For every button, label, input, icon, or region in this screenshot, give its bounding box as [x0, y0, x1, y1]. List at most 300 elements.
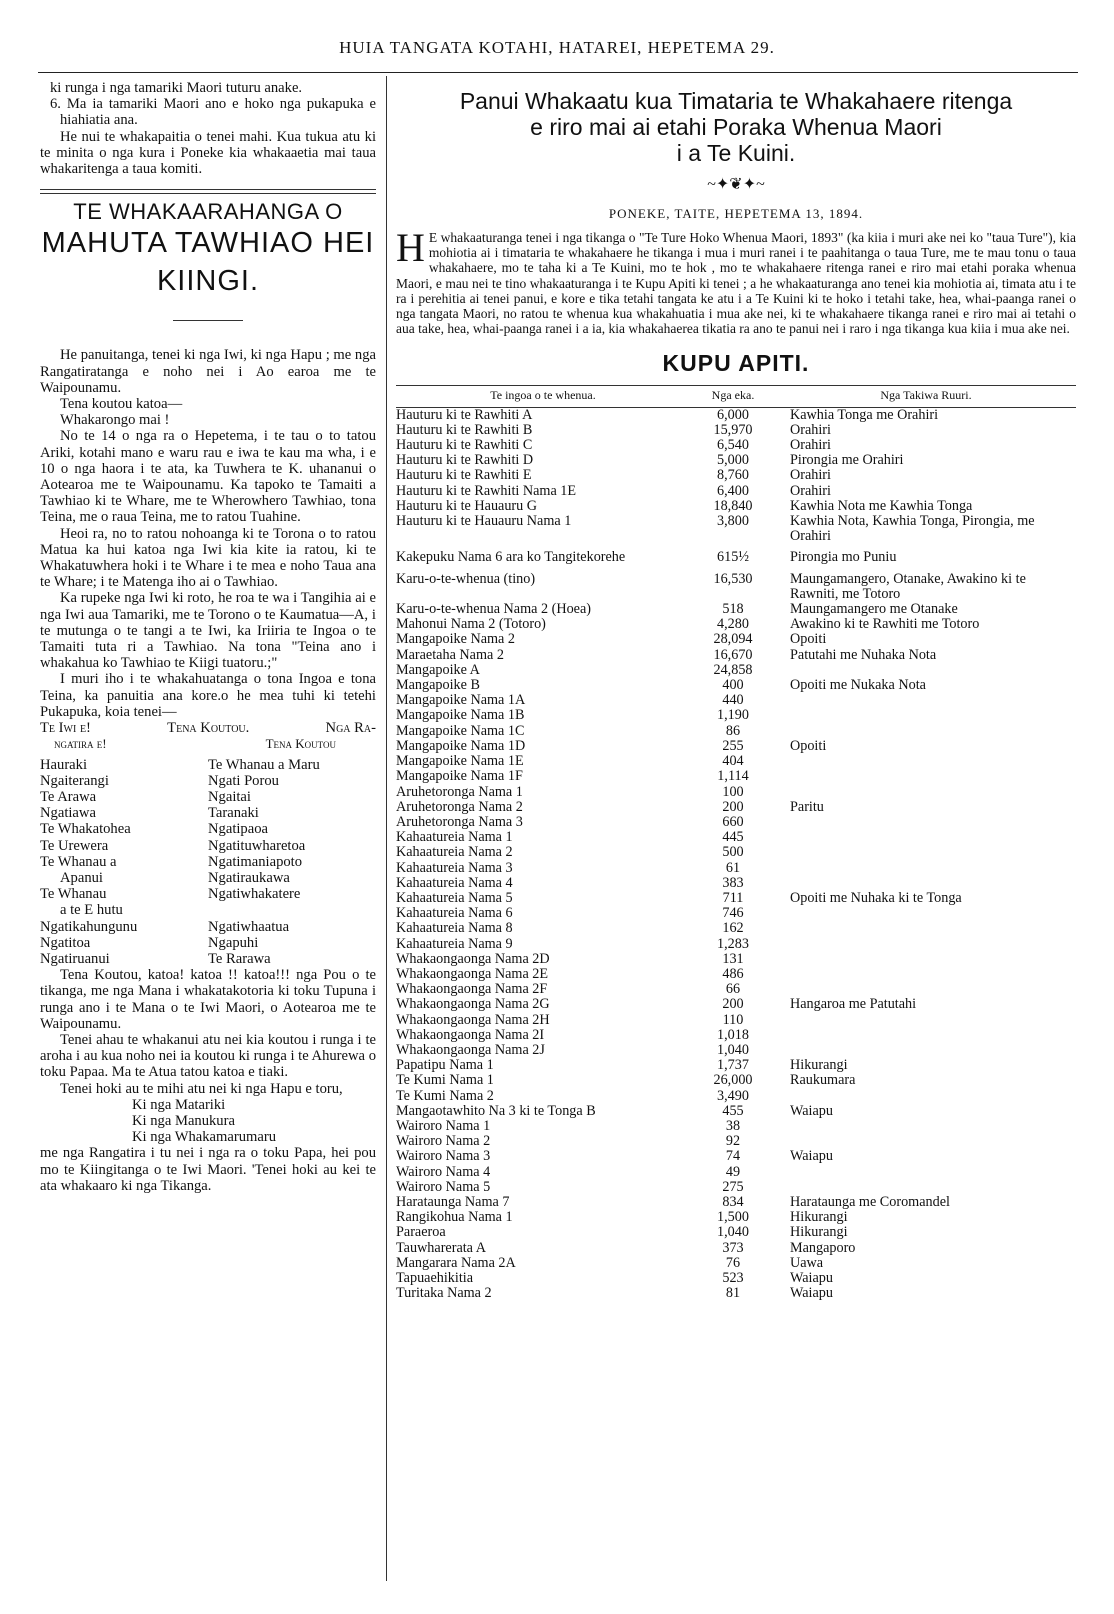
land-name-cell: Whakaongaonga Nama 2F [396, 981, 548, 998]
district-cell [776, 830, 1076, 845]
table-row [396, 815, 1076, 830]
tribe-name: Te Whanau a Maru [208, 756, 320, 773]
table-row [396, 937, 1076, 952]
district-cell [776, 1043, 1076, 1058]
land-name-cell: Wairoro Nama 4 [396, 1163, 491, 1180]
table-row [396, 906, 1076, 921]
tribe-name: Ngaitai [208, 788, 251, 805]
district-cell: Opoiti me Nukaka Nota [790, 677, 926, 694]
land-name-cell: Maraetaha Nama 2 [396, 646, 504, 663]
acres-cell: 660 [722, 813, 744, 830]
district-cell [776, 1013, 1076, 1028]
land-name-cell: Kahaatureia Nama 9 [396, 935, 513, 952]
district-cell: Waiapu [790, 1270, 833, 1286]
acres-cell: 486 [722, 965, 744, 982]
acres-cell: 76 [725, 1254, 741, 1271]
acres-cell: 834 [722, 1193, 744, 1210]
table-row [396, 1180, 1076, 1195]
paragraph: ki runga i nga tamariki Maori tuturu anake. [50, 80, 303, 96]
ornament-divider: ~✦❦✦~ [707, 176, 765, 193]
table-row [396, 663, 1076, 678]
table-row [396, 921, 1076, 936]
district-cell: Opoiti [790, 737, 827, 754]
district-cell: Waiapu [790, 1285, 833, 1302]
acres-cell: 6,400 [717, 482, 749, 499]
title-line: Panui Whakaatu kua Timataria te Whakahaere ritenga [459, 88, 1013, 114]
table-row [396, 484, 1076, 499]
land-name-cell: Hauturu ki te Rawhiti E [396, 467, 532, 484]
table-row [396, 845, 1076, 860]
acres-cell: 746 [722, 905, 744, 922]
district-cell: Kawhia Nota me Kawhia Tonga [790, 497, 973, 514]
acres-cell: 1,500 [717, 1209, 749, 1226]
acres-cell: 6,540 [717, 437, 749, 454]
land-name-cell: Whakaongaonga Nama 2D [396, 950, 550, 967]
table-row [396, 769, 1076, 784]
heading-line-3: KIINGI. [156, 265, 260, 298]
tribe-name: Ngaiterangi [40, 772, 109, 789]
land-name-cell: Kahaatureia Nama 5 [396, 889, 513, 906]
table-row [396, 648, 1076, 663]
district-cell [776, 1180, 1076, 1195]
heading-line-2: MAHUTA TAWHIAO HEI [41, 227, 375, 260]
land-name-cell: Whakaongaonga Nama 2E [396, 965, 549, 982]
land-name-cell: Hauturu ki te Rawhiti B [396, 421, 533, 438]
acres-cell: 24,858 [713, 661, 753, 678]
table-row [396, 407, 1076, 423]
poem-line: Ki nga Whakamarumaru [132, 1129, 276, 1146]
land-name-cell: Whakaongaonga Nama 2J [396, 1041, 545, 1058]
acres-cell: 1,040 [717, 1224, 749, 1241]
tribe-name: Te Whanau a [40, 853, 117, 870]
district-cell: Pirongia me Orahiri [790, 452, 904, 469]
acres-cell: 445 [722, 829, 744, 846]
land-name-cell: Mangapoike Nama 2 [396, 631, 515, 648]
district-cell: Paritu [790, 798, 824, 815]
poem-line: Ki nga Manukura [132, 1112, 235, 1129]
district-cell: Kawhia Tonga me Orahiri [790, 406, 939, 423]
acres-cell: 4,280 [717, 616, 749, 633]
table-row [396, 861, 1076, 876]
land-name-cell: Hauturu ki te Rawhiti Nama 1E [396, 482, 577, 499]
salutation-line-1 [40, 720, 376, 736]
tribe-name: Te Urewera [40, 837, 109, 854]
district-cell: Waiapu [790, 1102, 833, 1119]
salutation-part: Te Iwi e! [40, 720, 91, 737]
tribe-name: Te Whakatohea [40, 821, 131, 838]
table-row [396, 982, 1076, 997]
acres-cell: 28,094 [713, 631, 753, 648]
tribe-name: Ngatiwhaatua [208, 918, 290, 935]
district-cell: Hikurangi [790, 1209, 848, 1226]
paragraph: He panuitanga, tenei ki nga Iwi, ki nga Hapu ; me nga Rangatiratanga e noho nei i Ao earoa me te Waipounamu. [40, 347, 376, 396]
land-name-cell: Karu-o-te-whenua Nama 2 (Hoea) [396, 601, 591, 618]
table-row [396, 724, 1076, 739]
tribe-name: Ngatiwhakatere [208, 886, 301, 903]
acres-cell: 1,190 [717, 707, 749, 724]
district-cell: Orahiri [790, 467, 831, 484]
district-cell: Maungamangero me Otanake [790, 601, 958, 618]
table-row [396, 602, 1076, 617]
table-row [396, 1241, 1076, 1256]
district-cell [776, 906, 1076, 921]
acres-cell: 500 [722, 844, 744, 861]
acres-cell: 200 [722, 798, 744, 815]
table-row [396, 1058, 1076, 1073]
land-name-cell: Hauturu ki te Hauauru Nama 1 [396, 513, 572, 530]
drop-cap: H [396, 225, 425, 270]
tribe-name: Te Arawa [40, 788, 97, 805]
district-cell [776, 1028, 1076, 1043]
district-cell [776, 937, 1076, 952]
table-row [396, 1089, 1076, 1104]
left-column [40, 80, 376, 1194]
district-cell: Hikurangi [790, 1224, 848, 1241]
land-name-cell: Kahaatureia Nama 1 [396, 829, 513, 846]
table-row [396, 952, 1076, 967]
section-rule [173, 320, 243, 321]
tribe-name: Ngatikahungunu [40, 918, 138, 935]
acres-cell: 523 [722, 1270, 744, 1286]
table-row [396, 423, 1076, 438]
land-name-cell: Hauturu ki te Hauauru G [396, 497, 538, 514]
acres-cell: 1,040 [717, 1041, 749, 1058]
acres-cell: 15,970 [713, 421, 753, 438]
district-cell [776, 815, 1076, 830]
district-cell: Kawhia Nota, Kawhia Tonga, Pirongia, me Orahiri [790, 513, 1035, 545]
land-name-cell: Mangapoike Nama 1F [396, 768, 523, 785]
acres-cell: 711 [722, 889, 744, 906]
table-row [396, 1028, 1076, 1043]
acres-cell: 255 [722, 737, 744, 754]
land-name-cell: Whakaongaonga Nama 2I [396, 1026, 545, 1043]
table-row [396, 1119, 1076, 1134]
poem [40, 1097, 376, 1146]
acres-cell: 3,490 [717, 1087, 749, 1104]
land-name-cell: Karu-o-te-whenua (tino) [396, 570, 536, 587]
land-name-cell: Tauwharerata A [396, 1239, 486, 1256]
district-cell [776, 861, 1076, 876]
district-cell [776, 1089, 1076, 1104]
table-row [396, 800, 1076, 815]
tribe-name: Te Whanau [40, 886, 107, 903]
table-row [396, 876, 1076, 891]
district-cell [776, 982, 1076, 997]
acres-cell: 440 [722, 692, 744, 709]
land-name-cell: Mangapoike Nama 1D [396, 737, 526, 754]
acres-cell: 400 [722, 677, 744, 694]
land-name-cell: Mangapoike A [396, 661, 480, 678]
closing-paragraph: me nga Rangatira i tu nei i nga ra o toku Papa, hei pou mo te Kiingitanga o te Iwi Maori. 'Tenei hoki au kei te ata whakaaro ki nga Tikanga. [40, 1145, 376, 1194]
acres-cell: 92 [725, 1133, 741, 1150]
column-header: Te ingoa o te whenua. [396, 386, 690, 407]
land-name-cell: Aruhetoronga Nama 1 [396, 783, 523, 800]
land-name-cell: Rangikohua Nama 1 [396, 1209, 513, 1226]
acres-cell: 200 [722, 996, 744, 1013]
land-name-cell: Mangapoike Nama 1E [396, 753, 524, 770]
land-name-cell: Te Kumi Nama 2 [396, 1087, 494, 1104]
district-cell [776, 952, 1076, 967]
table-row [396, 1073, 1076, 1088]
acres-cell: 16,530 [713, 570, 753, 587]
land-name-cell: Kahaatureia Nama 3 [396, 859, 513, 876]
land-name-cell: Whakaongaonga Nama 2H [396, 1011, 550, 1028]
table-row [396, 632, 1076, 647]
district-cell [776, 693, 1076, 708]
acres-cell: 110 [722, 1011, 744, 1028]
land-name-cell: Whakaongaonga Nama 2G [396, 996, 550, 1013]
table-row [396, 1104, 1076, 1119]
table-row [396, 544, 1076, 565]
district-cell [776, 845, 1076, 860]
land-name-cell: Paraeroa [396, 1224, 446, 1241]
table-row [396, 499, 1076, 514]
acres-cell: 49 [725, 1163, 741, 1180]
salutation-part: Tena Koutou. [167, 720, 250, 737]
tribe-name: Ngatiruanui [40, 950, 110, 967]
table-row [396, 438, 1076, 453]
acres-cell: 61 [725, 859, 741, 876]
tribe-name: a te E hutu [60, 902, 123, 919]
acres-cell: 86 [725, 722, 741, 739]
paragraph: Tenei hoki au te mihi atu nei ki nga Hapu e toru, [60, 1080, 343, 1097]
paragraph: Tenei ahau te whakanui atu nei kia koutou i runga i te aroha i au kua noho nei ia koutou ki runga i te Ahurewa o toku Papaa. Ma te Atua tatou katoa e tiaki. [40, 1031, 376, 1081]
land-name-cell: Mangapoike Nama 1C [396, 722, 525, 739]
right-column [396, 88, 1076, 1301]
land-name-cell: Wairoro Nama 2 [396, 1133, 491, 1150]
tribe-name: Ngatituwharetoa [208, 837, 306, 854]
acres-cell: 131 [722, 950, 744, 967]
district-cell: Waiapu [790, 1148, 833, 1165]
district-cell: Opoiti me Nuhaka ki te Tonga [790, 889, 962, 906]
land-name-cell: Hauturu ki te Rawhiti D [396, 452, 534, 469]
district-cell: Pirongia mo Puniu [790, 549, 897, 566]
table-row [396, 997, 1076, 1012]
land-name-cell: Hauturu ki te Rawhiti C [396, 437, 533, 454]
table-row [396, 785, 1076, 800]
district-cell: Hangaroa me Patutahi [790, 996, 917, 1013]
land-name-cell: Turitaka Nama 2 [396, 1285, 492, 1302]
table-row [396, 617, 1076, 632]
district-cell: Orahiri [790, 421, 831, 438]
acres-cell: 18,840 [713, 497, 753, 514]
district-cell [776, 967, 1076, 982]
land-name-cell: Mangapoike B [396, 677, 480, 694]
table-row [396, 678, 1076, 693]
table-row [396, 1271, 1076, 1286]
column-header: Nga Takiwa Ruuri. [776, 386, 1076, 407]
closing-paragraphs [40, 967, 376, 1097]
district-cell [776, 1165, 1076, 1180]
tribe-list [40, 757, 376, 968]
table-body [396, 407, 1076, 1301]
paragraph: I muri iho i te whakahuatanga o tona Ingoa e tona Teina, ka panuitia ana kore.o he mea tuhi ki tetehi Pukapuka, koia tenei— [40, 671, 376, 720]
district-cell [776, 876, 1076, 891]
table-row [396, 1195, 1076, 1210]
table-row [396, 1134, 1076, 1149]
acres-cell: 81 [725, 1285, 741, 1302]
district-cell [776, 921, 1076, 936]
notice-body [396, 225, 1076, 337]
acres-cell: 1,018 [717, 1026, 749, 1043]
acres-cell: 8,760 [717, 467, 749, 484]
land-name-cell: Mangaotawhito Na 3 ki te Tonga B [396, 1102, 596, 1119]
paragraph: Ka rupeke nga Iwi ki roto, he roa te wa i Tangihia ai e nga Iwi aua Tamariki, me te Torono o te Kaumatua—A, i te mutunga o te tangi a te Iwi, ka Iriiria te Ingoa o te Tamaiti tuta ri a Tawhiao. Na tona "Teina ano i whakahua ko Tawhiao te Kiigi tuatoru.;" [40, 590, 376, 672]
double-rule [40, 189, 376, 194]
heading-line-1: TE WHAKAARAHANGA O [73, 199, 343, 225]
tribe-name: Hauraki [40, 756, 88, 773]
title-line: e riro mai ai etahi Poraka Whenua Maori [530, 114, 942, 140]
acres-cell: 38 [725, 1117, 741, 1134]
table-row [396, 468, 1076, 483]
table-header-row [396, 386, 1076, 407]
district-cell [776, 1119, 1076, 1134]
tribe-name: Taranaki [208, 805, 259, 822]
tribe-name: Ngati Porou [208, 772, 279, 789]
district-cell [776, 724, 1076, 739]
land-name-cell: Kahaatureia Nama 6 [396, 905, 513, 922]
district-cell: Awakino ki te Rawhiti me Totoro [790, 616, 980, 633]
land-name-cell: Te Kumi Nama 1 [396, 1072, 494, 1089]
paragraph: Heoi ra, no to ratou nohoanga ki te Torona o to ratou Matua ka hui katoa nga Iwi kia kite ia ratou, ki te Whakatuwhera hoki i te Whare i te mea e noho Taua ana te Whare; i te Matenga iho ai o Tawhiao. [40, 525, 376, 591]
acres-cell: 6,000 [717, 406, 749, 423]
land-name-cell: Kahaatureia Nama 8 [396, 920, 513, 937]
table-row [396, 1210, 1076, 1225]
land-name-cell: Mangapoike Nama 1A [396, 692, 526, 709]
table-row [396, 1286, 1076, 1301]
intro-paragraphs [40, 80, 376, 177]
kupu-apiti-heading: KUPU APITI. [662, 350, 810, 377]
district-cell: Hikurangi [790, 1057, 848, 1074]
top-rule [38, 72, 1078, 73]
land-name-cell: Wairoro Nama 5 [396, 1178, 491, 1195]
acres-cell: 275 [722, 1178, 744, 1195]
notice-text: E whakaaturanga tenei i nga tikanga o "Te Ture Hoko Whenua Maori, 1893" (ka kiia i muri ake nei ko "taua Ture"), kia mohiotia ai i timataria te whakahaere he tikanga i mua i muri ranei i te paahitanga o taua Ture, me te mau tonu o taua whakahaere, mo te taha ki a Te Kuini, mo te hok , mo te whakahaere ritenga ranei e riro mai etahi poraka whenua Maori, e mau nei te tino whakaaturanga i te Kupu Apiti ki tenei ; a he whakaaturanga ano tenei kia mohiotia ai, timata atu i te ra i perehitia ai tenei panui, e kore e tika tetahi tangata ke atu i a Te Kuini ki te hoko i tetahi take, hea, whai-paanga ranei o nga tangata Maori, no ratou te whenua kua whakahuatia i mua ake nei, ki te whakahaere tikanga ranei e riro mai ai tetahi o aua take, hea, whai-paanga ranei i a ia, kia whakahaerea tikatia ra ano te panui nei i raro i nga tikanga kua kiia i mua ake nei. [396, 230, 1076, 337]
district-cell [776, 754, 1076, 769]
land-name-cell: Mangarara Nama 2A [396, 1254, 516, 1271]
district-cell [776, 769, 1076, 784]
land-name-cell: Aruhetoronga Nama 3 [396, 813, 523, 830]
paragraph: Whakarongo mai ! [60, 412, 170, 429]
land-name-cell: Aruhetoronga Nama 2 [396, 798, 523, 815]
acres-cell: 383 [722, 874, 744, 891]
table-row [396, 708, 1076, 723]
land-name-cell: Papatipu Nama 1 [396, 1057, 494, 1074]
table-row [396, 967, 1076, 982]
title-line: i a Te Kuini. [676, 140, 796, 166]
district-cell: Patutahi me Nuhaka Nota [790, 646, 937, 663]
salutation-part: Nga Ra- [325, 720, 376, 737]
paragraph: Tena koutou katoa— [60, 396, 183, 413]
tribe-name: Apanui [60, 869, 103, 886]
acres-cell: 162 [722, 920, 744, 937]
table-row [396, 453, 1076, 468]
paragraph: He nui te whakapaitia o tenei mahi. Kua tukua atu ki te minita o nga kura i Poneke kia whakaaetia mai taua whakaritenga a taua komiti. [40, 128, 376, 178]
table-row [396, 1043, 1076, 1058]
district-cell [776, 1134, 1076, 1149]
acres-cell: 100 [722, 783, 744, 800]
table-row [396, 739, 1076, 754]
district-cell: Orahiri [790, 437, 831, 454]
table-row [396, 514, 1076, 544]
paragraph: 6. Ma ia tamariki Maori ano e hoko nga pukapuka e hiahiatia ana. [50, 96, 376, 129]
tribe-name: Ngatiraukawa [208, 869, 290, 886]
table-row [396, 891, 1076, 906]
acres-cell: 5,000 [717, 452, 749, 469]
acres-cell: 615½ [717, 549, 749, 566]
table-row [396, 693, 1076, 708]
table-row [396, 566, 1076, 602]
land-name-cell: Kahaatureia Nama 4 [396, 874, 513, 891]
table-row [396, 1149, 1076, 1164]
acres-cell: 455 [722, 1102, 744, 1119]
district-cell [776, 663, 1076, 678]
salutation-part: Tena Koutou [265, 736, 336, 752]
district-cell [776, 785, 1076, 800]
land-name-cell: Wairoro Nama 1 [396, 1117, 491, 1134]
dateline: PONEKE, TAITE, HEPETEMA 13, 1894. [608, 206, 864, 221]
tribe-name: Ngatitoa [40, 934, 91, 951]
acres-cell: 1,283 [717, 935, 749, 952]
tribe-name [208, 902, 376, 918]
land-name-cell: Wairoro Nama 3 [396, 1148, 491, 1165]
acres-cell: 74 [725, 1148, 741, 1165]
table-row [396, 1225, 1076, 1240]
land-name-cell: Tapuaehikitia [396, 1270, 474, 1286]
salutation-line-2 [40, 736, 376, 752]
column-header: Nga eka. [690, 386, 776, 407]
table-row [396, 1165, 1076, 1180]
district-cell: Maungamangero, Otanake, Awakino ki te Rawniti, me Totoro [790, 570, 1026, 602]
salutation-part: ngatira e! [54, 736, 107, 752]
district-cell: Raukumara [790, 1072, 856, 1089]
acres-cell: 16,670 [713, 646, 753, 663]
acres-cell: 518 [722, 601, 744, 618]
table-row [396, 1013, 1076, 1028]
page-header: HUIA TANGATA KOTAHI, HATAREI, HEPETEMA 29. [339, 38, 775, 57]
land-schedule-table [396, 385, 1076, 1301]
acres-cell: 404 [722, 753, 744, 770]
paragraph: Tena Koutou, katoa! katoa !! katoa!!! nga Pou o te tikanga, me nga Mana i whakatakotoria ki toku Tupuna i runga ano i te Mana o te Iwi Maori, o Aotearoa me te Waipounamu. [40, 967, 376, 1032]
acres-cell: 3,800 [717, 513, 749, 530]
district-cell: Opoiti [790, 631, 827, 648]
acres-cell: 1,737 [717, 1057, 749, 1074]
article-paragraphs [40, 347, 376, 720]
district-cell: Orahiri [790, 482, 831, 499]
land-name-cell: Kakepuku Nama 6 ara ko Tangitekorehe [396, 549, 626, 566]
land-name-cell: Harataunga Nama 7 [396, 1193, 510, 1210]
acres-cell: 373 [722, 1239, 744, 1256]
acres-cell: 66 [725, 981, 741, 998]
tribe-name: Ngapuhi [208, 934, 259, 951]
column-divider [386, 76, 387, 1581]
district-cell [776, 708, 1076, 723]
land-name-cell: Mangapoike Nama 1B [396, 707, 525, 724]
paragraph: No te 14 o nga ra o Hepetema, i te tau o to tatou Ariki, kotahi mano e waru rau e iwa te kau ma wha, i e 10 o nga haora i te ata, ka Tuwhera te K. uhananui o Aotearoa me te Waipounamu. Ka tapoko te Tamaiti a Tawhiao ki te Whare, me te Wherowhero Tawhiao, tona Teina, me o raua Teina, me to ratou Tuahine. [40, 428, 376, 526]
poem-line: Ki nga Matariki [132, 1096, 226, 1113]
table-row [396, 754, 1076, 769]
acres-cell: 26,000 [713, 1072, 753, 1089]
land-name-cell: Kahaatureia Nama 2 [396, 844, 513, 861]
tribe-name: Ngatimaniapoto [208, 853, 303, 870]
table-row [396, 1256, 1076, 1271]
land-name-cell: Mahonui Nama 2 (Totoro) [396, 616, 546, 633]
table-row [396, 830, 1076, 845]
acres-cell: 1,114 [717, 768, 749, 785]
land-name-cell: Hauturu ki te Rawhiti A [396, 406, 533, 423]
district-cell: Harataunga me Coromandel [790, 1193, 950, 1210]
tribe-name: Ngatiawa [40, 805, 96, 822]
